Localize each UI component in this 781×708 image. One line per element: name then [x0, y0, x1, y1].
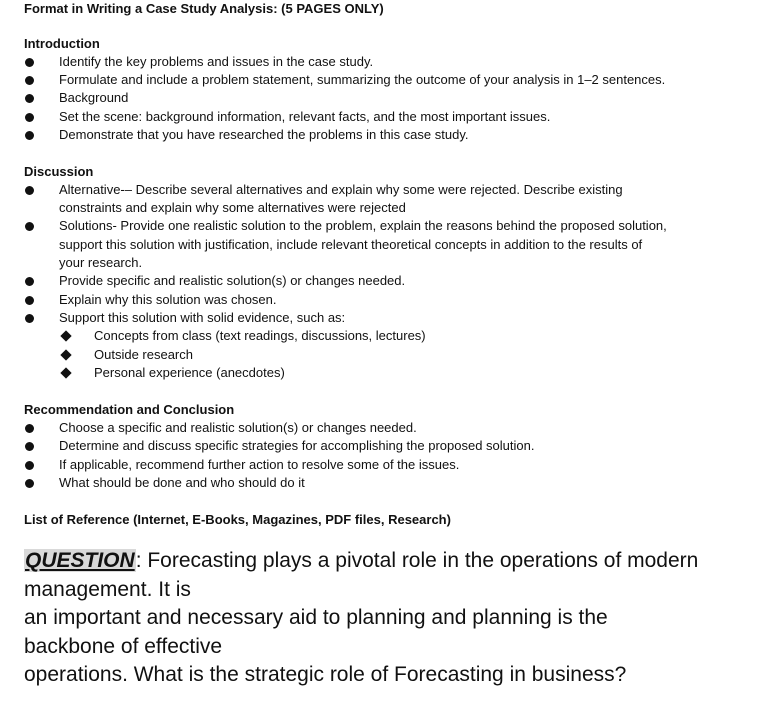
list-item-alternative-line2: constraints and explain why some alternatives were rejected: [59, 200, 406, 215]
references-heading: List of Reference (Internet, E-Books, Magazines, PDF files, Research): [24, 512, 451, 527]
list-item: Demonstrate that you have researched the problems in this case study.: [59, 127, 469, 142]
list-item: If applicable, recommend further action to resolve some of the issues.: [59, 457, 460, 472]
introduction-heading: Introduction: [24, 36, 100, 51]
list-item: Formulate and include a problem statement, summarizing the outcome of your analysis in 1–2 sentences.: [59, 72, 666, 87]
bullet-icon: [25, 296, 34, 305]
bullet-icon: [25, 58, 34, 67]
bullet-icon: [25, 479, 34, 488]
sub-list-item: Outside research: [94, 347, 193, 362]
sub-list-item: Personal experience (anecdotes): [94, 365, 285, 380]
bullet-icon: [25, 222, 34, 231]
bullet-icon: [25, 186, 34, 195]
list-item-solutions-line1: Solutions- Provide one realistic solution to the problem, explain the reasons behind the proposed solution,: [59, 218, 667, 233]
bullet-icon: [25, 94, 34, 103]
list-item: Determine and discuss specific strategies for accomplishing the proposed solution.: [59, 438, 535, 453]
bullet-icon: [25, 314, 34, 323]
bullet-icon: [25, 277, 34, 286]
question-line2: management. It is: [24, 578, 191, 601]
document-title: Format in Writing a Case Study Analysis: (5 PAGES ONLY): [24, 1, 384, 16]
discussion-heading: Discussion: [24, 164, 94, 179]
bullet-icon: [25, 131, 34, 140]
question-line1: [24, 547, 698, 575]
bullet-icon: [25, 76, 34, 85]
list-item: Support this solution with solid evidence, such as:: [59, 310, 346, 325]
list-item: What should be done and who should do it: [59, 475, 305, 490]
diamond-bullet-icon: [60, 367, 71, 378]
bullet-icon: [25, 461, 34, 470]
bullet-icon: [25, 113, 34, 122]
question-line3: an important and necessary aid to planning and planning is the: [24, 606, 608, 629]
list-item-solutions-line2: support this solution with justification, include relevant theoretical concepts in addition to the results of: [59, 237, 643, 252]
list-item-alternative-line1: Alternative-– Describe several alternatives and explain why some were rejected. Describe existing: [59, 182, 623, 197]
bullet-icon: [25, 442, 34, 451]
sub-list-item: Concepts from class (text readings, discussions, lectures): [94, 328, 426, 343]
list-item: Set the scene: background information, relevant facts, and the most important issues.: [59, 109, 551, 124]
diamond-bullet-icon: [60, 330, 71, 341]
diamond-bullet-icon: [60, 349, 71, 360]
list-item: Choose a specific and realistic solution(s) or changes needed.: [59, 420, 417, 435]
bullet-icon: [25, 424, 34, 433]
question-line5: operations. What is the strategic role of Forecasting in business?: [24, 663, 627, 686]
question-line4: backbone of effective: [24, 635, 223, 658]
list-item: Identify the key problems and issues in the case study.: [59, 54, 374, 69]
list-item: Provide specific and realistic solution(s) or changes needed.: [59, 273, 406, 288]
recommendation-heading: Recommendation and Conclusion: [24, 402, 235, 417]
list-item: Background: [59, 90, 129, 105]
list-item: Explain why this solution was chosen.: [59, 292, 277, 307]
list-item-solutions-line3: your research.: [59, 255, 143, 270]
question-label: QUESTION: [25, 549, 135, 572]
question-text-line1: : Forecasting plays a pivotal role in the operations of modern: [135, 549, 699, 572]
